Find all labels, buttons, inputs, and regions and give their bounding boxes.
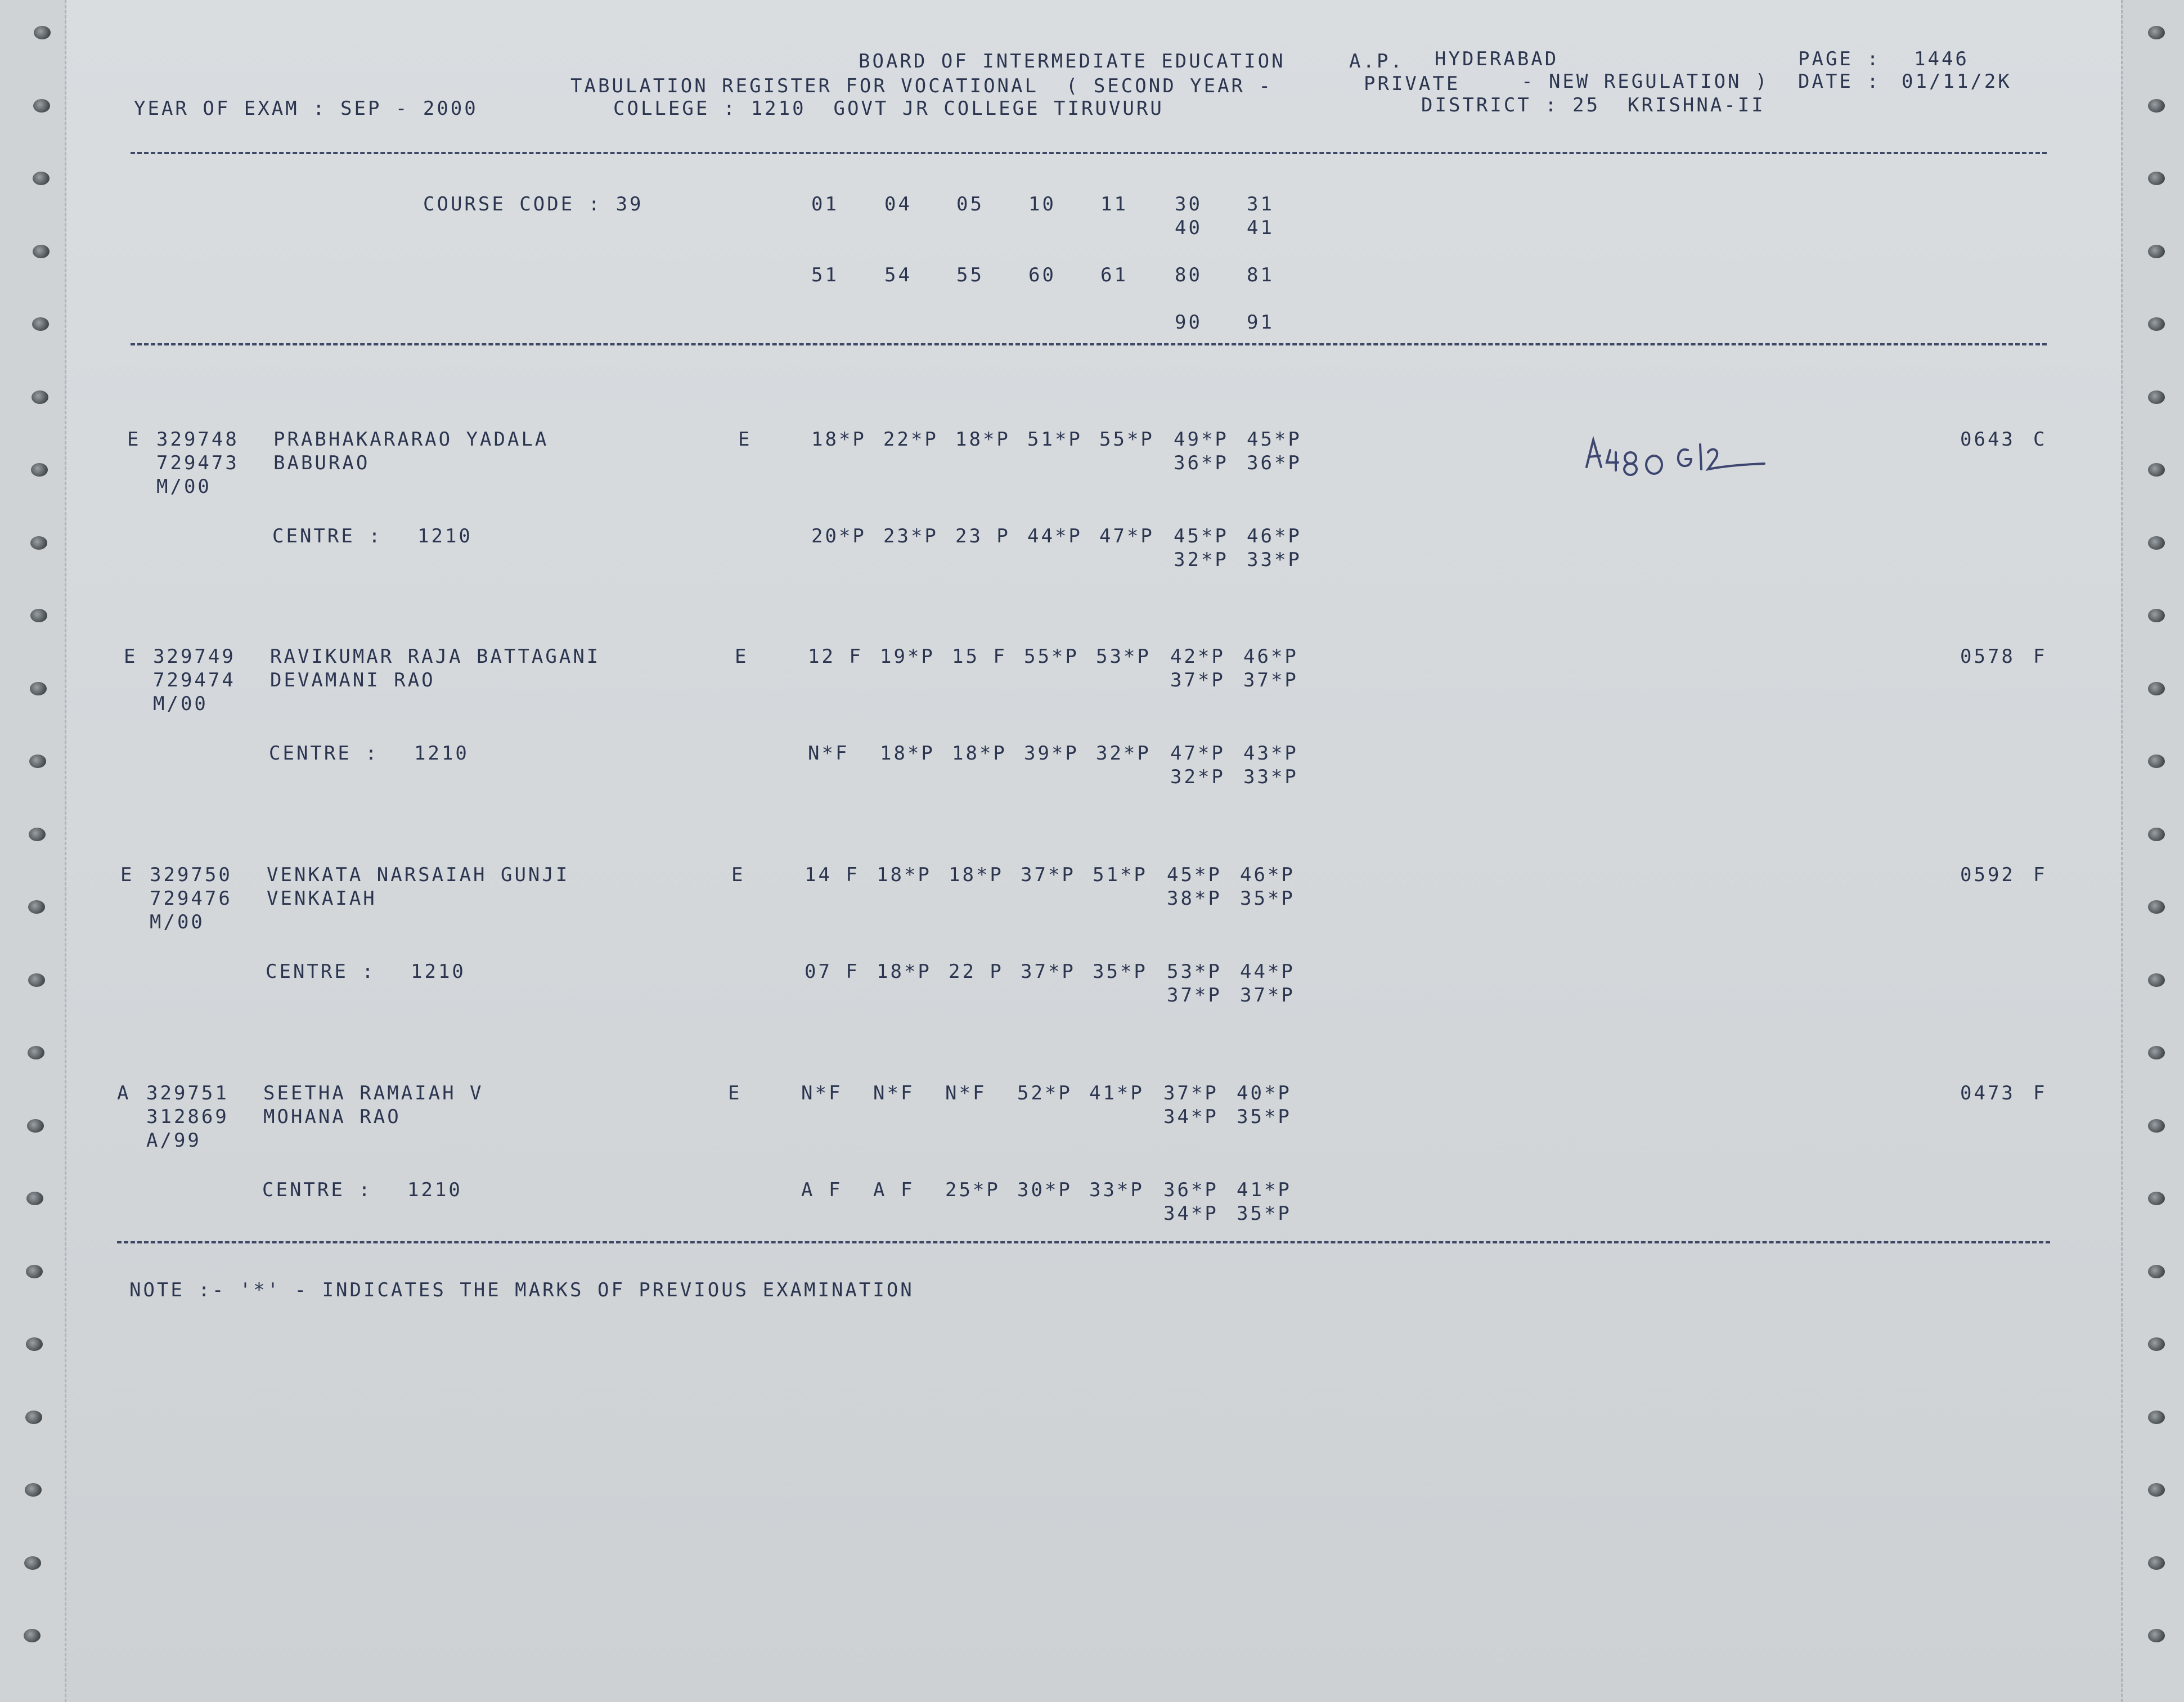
feed-hole-left bbox=[26, 1265, 43, 1278]
course-code-cell: 81 bbox=[1247, 264, 1274, 286]
course-code-cell: 40 bbox=[1175, 217, 1202, 239]
feed-hole-left bbox=[33, 99, 50, 113]
mark-cell: 32*P bbox=[1096, 742, 1151, 765]
centre-label: CENTRE : bbox=[266, 960, 376, 983]
feed-hole-right bbox=[2148, 172, 2165, 185]
mark-cell: 37*P bbox=[1240, 984, 1295, 1007]
mark-cell: 46*P bbox=[1240, 864, 1295, 886]
district-info: DISTRICT : 25 KRISHNA-II bbox=[1421, 94, 1765, 116]
mark-cell: 34*P bbox=[1163, 1106, 1219, 1128]
course-code-cell: 01 bbox=[811, 193, 839, 215]
feed-hole-right bbox=[2148, 26, 2165, 39]
total-marks: 0643 bbox=[1960, 428, 2015, 451]
registration-number: 729476 bbox=[150, 887, 232, 910]
mark-cell: 18*P bbox=[811, 428, 866, 451]
mark-cell: 53*P bbox=[1096, 645, 1151, 668]
course-code-cell: 05 bbox=[956, 193, 984, 215]
city-name: HYDERABAD bbox=[1435, 48, 1559, 70]
mark-cell: 45*P bbox=[1174, 525, 1229, 547]
feed-hole-right bbox=[2148, 390, 2165, 404]
feed-hole-right bbox=[2148, 463, 2165, 477]
course-code-cell: 55 bbox=[956, 264, 984, 286]
mark-cell: 34*P bbox=[1163, 1202, 1219, 1225]
mark-cell: 45*P bbox=[1167, 864, 1222, 886]
mark-cell: 38*P bbox=[1167, 887, 1222, 910]
mark-cell: 55*P bbox=[1099, 428, 1154, 451]
college-info: COLLEGE : 1210 GOVT JR COLLEGE TIRUVURU bbox=[613, 97, 1164, 120]
course-code-cell: 10 bbox=[1028, 193, 1056, 215]
mark-cell: 35*P bbox=[1240, 887, 1295, 910]
exam-category: PRIVATE bbox=[1364, 73, 1461, 95]
course-code-cell: 80 bbox=[1175, 264, 1202, 286]
feed-hole-left bbox=[28, 973, 45, 987]
hall-ticket-number: 329751 bbox=[146, 1082, 229, 1104]
mark-cell: 20*P bbox=[811, 525, 866, 547]
feed-hole-right bbox=[2148, 682, 2165, 695]
father-name: BABURAO bbox=[273, 452, 370, 474]
feed-hole-left bbox=[31, 463, 48, 477]
mark-cell: N*F bbox=[801, 1082, 843, 1104]
feed-hole-right bbox=[2148, 536, 2165, 550]
final-result: F bbox=[2033, 1082, 2047, 1104]
feed-hole-left bbox=[32, 390, 48, 404]
mark-cell: 18*P bbox=[955, 428, 1010, 451]
mark-cell: 23 P bbox=[955, 525, 1010, 547]
feed-hole-left bbox=[29, 828, 46, 841]
mark-cell: 37*P bbox=[1163, 1082, 1219, 1104]
hall-ticket-number: 329750 bbox=[150, 864, 232, 886]
mark-cell: 41*P bbox=[1237, 1179, 1292, 1201]
course-code-cell: 90 bbox=[1175, 311, 1202, 334]
feed-hole-left bbox=[28, 1046, 44, 1059]
centre-label: CENTRE : bbox=[262, 1179, 372, 1201]
handwritten-annotation bbox=[1581, 428, 1772, 478]
mark-cell: 47*P bbox=[1170, 742, 1225, 765]
feed-hole-right bbox=[2148, 1337, 2165, 1351]
mark-cell: 41*P bbox=[1089, 1082, 1144, 1104]
total-marks: 0592 bbox=[1960, 864, 2015, 886]
feed-hole-right bbox=[2148, 245, 2165, 258]
feed-hole-right bbox=[2148, 1265, 2165, 1278]
mark-cell: 18*P bbox=[949, 864, 1004, 886]
course-code-cell: 54 bbox=[884, 264, 912, 286]
feed-hole-right bbox=[2148, 1556, 2165, 1570]
mark-cell: 18*P bbox=[877, 960, 932, 983]
candidate-name: RAVIKUMAR RAJA BATTAGANI bbox=[270, 645, 601, 668]
mark-cell: N*F bbox=[873, 1082, 915, 1104]
mark-cell: 36*P bbox=[1174, 452, 1229, 474]
feed-hole-right bbox=[2148, 973, 2165, 987]
rule-mid bbox=[131, 343, 2047, 345]
mark-cell: 55*P bbox=[1024, 645, 1079, 668]
mark-cell: 18*P bbox=[880, 742, 935, 765]
mark-cell: A F bbox=[801, 1179, 843, 1201]
centre-code: 1210 bbox=[414, 742, 469, 765]
board-name: BOARD OF INTERMEDIATE EDUCATION bbox=[859, 50, 1286, 73]
father-name: MOHANA RAO bbox=[263, 1106, 401, 1128]
rule-top bbox=[131, 152, 2047, 154]
course-code: COURSE CODE : 39 bbox=[423, 193, 644, 215]
course-code-cell: 04 bbox=[884, 193, 912, 215]
course-code-cell: 41 bbox=[1247, 217, 1274, 239]
mark-cell: 35*P bbox=[1093, 960, 1148, 983]
hall-ticket-number: 329749 bbox=[153, 645, 236, 668]
candidate-category: M/00 bbox=[150, 911, 205, 933]
centre-label: CENTRE : bbox=[272, 525, 383, 547]
father-name: VENKAIAH bbox=[267, 887, 377, 910]
mark-cell: 46*P bbox=[1247, 525, 1302, 547]
medium: E bbox=[735, 645, 749, 668]
candidate-name: SEETHA RAMAIAH V bbox=[263, 1082, 484, 1104]
final-result: C bbox=[2033, 428, 2047, 451]
candidate-category: M/00 bbox=[156, 475, 212, 498]
course-code-cell: 30 bbox=[1175, 193, 1202, 215]
feed-hole-left bbox=[26, 1337, 43, 1351]
course-code-cell: 91 bbox=[1247, 311, 1274, 334]
result-status: E bbox=[120, 864, 134, 886]
footnote: NOTE :- '*' - INDICATES THE MARKS OF PREVIOUS EXAMINATION bbox=[129, 1279, 914, 1301]
feed-hole-right bbox=[2148, 1119, 2165, 1133]
feed-hole-left bbox=[24, 1556, 41, 1570]
feed-hole-left bbox=[26, 1192, 43, 1205]
mark-cell: 47*P bbox=[1099, 525, 1154, 547]
rule-bottom bbox=[117, 1241, 2050, 1243]
feed-hole-right bbox=[2148, 1483, 2165, 1497]
mark-cell: 42*P bbox=[1170, 645, 1225, 668]
mark-cell: 18*P bbox=[952, 742, 1007, 765]
mark-cell: 18*P bbox=[877, 864, 932, 886]
candidate-category: M/00 bbox=[153, 693, 208, 715]
page-label: PAGE : bbox=[1798, 48, 1881, 70]
course-code-cell: 31 bbox=[1247, 193, 1274, 215]
state-abbrev: A.P. bbox=[1349, 50, 1404, 73]
mark-cell: 44*P bbox=[1027, 525, 1082, 547]
total-marks: 0578 bbox=[1960, 645, 2015, 668]
feed-hole-left bbox=[25, 1411, 42, 1424]
centre-code: 1210 bbox=[417, 525, 473, 547]
mark-cell: 35*P bbox=[1237, 1202, 1292, 1225]
feed-hole-right bbox=[2148, 1046, 2165, 1059]
registration-number: 312869 bbox=[146, 1106, 229, 1128]
mark-cell: 37*P bbox=[1243, 669, 1298, 691]
mark-cell: N*F bbox=[808, 742, 850, 765]
candidate-name: PRABHAKARARAO YADALA bbox=[273, 428, 549, 451]
mark-cell: 14 F bbox=[805, 864, 860, 886]
mark-cell: 37*P bbox=[1170, 669, 1225, 691]
mark-cell: 36*P bbox=[1163, 1179, 1219, 1201]
mark-cell: 32*P bbox=[1170, 766, 1225, 788]
result-status: E bbox=[127, 428, 141, 451]
feed-hole-right bbox=[2148, 828, 2165, 841]
mark-cell: 36*P bbox=[1247, 452, 1302, 474]
feed-hole-left bbox=[30, 536, 47, 550]
mark-cell: 37*P bbox=[1021, 960, 1076, 983]
feed-hole-left bbox=[33, 245, 50, 258]
mark-cell: N*F bbox=[945, 1082, 987, 1104]
registration-number: 729473 bbox=[156, 452, 239, 474]
course-code-cell: 61 bbox=[1100, 264, 1128, 286]
result-status: E bbox=[124, 645, 138, 668]
feed-hole-right bbox=[2148, 900, 2165, 914]
mark-cell: 46*P bbox=[1243, 645, 1298, 668]
date-label: DATE : bbox=[1798, 70, 1881, 93]
feed-hole-right bbox=[2148, 317, 2165, 331]
mark-cell: 30*P bbox=[1017, 1179, 1072, 1201]
result-status: A bbox=[117, 1082, 131, 1104]
regulation: - NEW REGULATION ) bbox=[1521, 70, 1769, 93]
left-tractor-strip bbox=[0, 0, 66, 1702]
register-title: TABULATION REGISTER FOR VOCATIONAL ( SECOND YEAR - bbox=[570, 75, 1273, 97]
feed-hole-left bbox=[30, 682, 47, 695]
father-name: DEVAMANI RAO bbox=[270, 669, 435, 691]
mark-cell: 40*P bbox=[1237, 1082, 1292, 1104]
mark-cell: 33*P bbox=[1243, 766, 1298, 788]
medium: E bbox=[731, 864, 745, 886]
mark-cell: 52*P bbox=[1017, 1082, 1072, 1104]
mark-cell: 51*P bbox=[1027, 428, 1082, 451]
course-code-cell: 11 bbox=[1100, 193, 1128, 215]
mark-cell: A F bbox=[873, 1179, 915, 1201]
feed-hole-left bbox=[30, 609, 47, 622]
mark-cell: 23*P bbox=[883, 525, 938, 547]
candidate-category: A/99 bbox=[146, 1129, 201, 1152]
feed-hole-left bbox=[34, 26, 51, 39]
centre-code: 1210 bbox=[411, 960, 466, 983]
mark-cell: 19*P bbox=[880, 645, 935, 668]
mark-cell: 07 F bbox=[805, 960, 860, 983]
mark-cell: 22*P bbox=[883, 428, 938, 451]
mark-cell: 51*P bbox=[1093, 864, 1148, 886]
page-number: 1446 bbox=[1914, 48, 1969, 70]
feed-hole-left bbox=[29, 755, 46, 768]
feed-hole-right bbox=[2148, 1629, 2165, 1642]
course-code-cell: 60 bbox=[1028, 264, 1056, 286]
feed-hole-left bbox=[25, 1483, 42, 1497]
total-marks: 0473 bbox=[1960, 1082, 2015, 1104]
mark-cell: 22 P bbox=[949, 960, 1004, 983]
mark-cell: 39*P bbox=[1024, 742, 1079, 765]
mark-cell: 25*P bbox=[945, 1179, 1000, 1201]
course-code-cell: 51 bbox=[811, 264, 839, 286]
mark-cell: 44*P bbox=[1240, 960, 1295, 983]
centre-label: CENTRE : bbox=[269, 742, 379, 765]
mark-cell: 43*P bbox=[1243, 742, 1298, 765]
registration-number: 729474 bbox=[153, 669, 236, 691]
mark-cell: 53*P bbox=[1167, 960, 1222, 983]
mark-cell: 35*P bbox=[1237, 1106, 1292, 1128]
mark-cell: 32*P bbox=[1174, 549, 1229, 571]
mark-cell: 15 F bbox=[952, 645, 1007, 668]
year-of-exam: YEAR OF EXAM : SEP - 2000 bbox=[134, 97, 478, 120]
print-date: 01/11/2K bbox=[1902, 70, 2012, 93]
mark-cell: 37*P bbox=[1167, 984, 1222, 1007]
feed-hole-left bbox=[32, 317, 49, 331]
final-result: F bbox=[2033, 864, 2047, 886]
mark-cell: 45*P bbox=[1247, 428, 1302, 451]
mark-cell: 37*P bbox=[1021, 864, 1076, 886]
mark-cell: 33*P bbox=[1247, 549, 1302, 571]
candidate-name: VENKATA NARSAIAH GUNJI bbox=[267, 864, 570, 886]
feed-hole-right bbox=[2148, 609, 2165, 622]
medium: E bbox=[738, 428, 752, 451]
final-result: F bbox=[2033, 645, 2047, 668]
feed-hole-right bbox=[2148, 99, 2165, 113]
mark-cell: 49*P bbox=[1174, 428, 1229, 451]
feed-hole-right bbox=[2148, 1411, 2165, 1424]
mark-cell: 12 F bbox=[808, 645, 863, 668]
centre-code: 1210 bbox=[407, 1179, 462, 1201]
feed-hole-left bbox=[27, 1119, 44, 1133]
medium: E bbox=[728, 1082, 742, 1104]
feed-hole-right bbox=[2148, 755, 2165, 768]
mark-cell: 33*P bbox=[1089, 1179, 1144, 1201]
hall-ticket-number: 329748 bbox=[156, 428, 239, 451]
feed-hole-right bbox=[2148, 1192, 2165, 1205]
